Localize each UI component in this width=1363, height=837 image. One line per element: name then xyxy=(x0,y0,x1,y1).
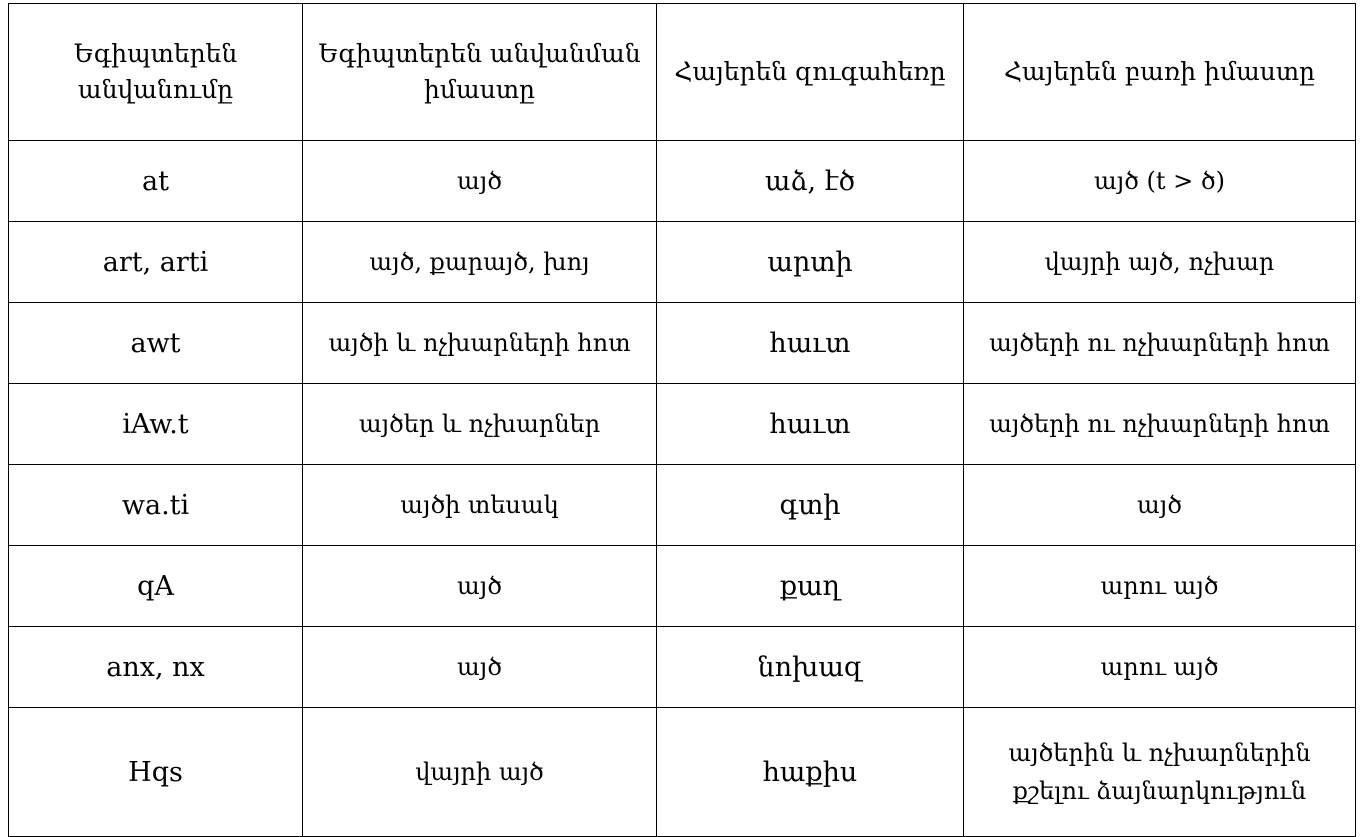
cell-armenian-meaning: վայրի այծ, ոչխար xyxy=(964,222,1356,303)
cell-egyptian-name: awt xyxy=(9,303,303,384)
cell-egyptian-name: Hqs xyxy=(9,708,303,837)
column-header-armenian-parallel: Հայերեն զուգահեռը xyxy=(657,4,964,141)
cell-armenian-parallel: հաւտ xyxy=(657,303,964,384)
cell-egyptian-name: art, arti xyxy=(9,222,303,303)
table-row xyxy=(9,465,1356,546)
cell-armenian-meaning: արու այծ xyxy=(964,627,1356,708)
header-row xyxy=(9,4,1356,141)
cell-armenian-parallel: նոխազ xyxy=(657,627,964,708)
document-page xyxy=(0,3,1363,805)
cell-egyptian-meaning: այծեր և ոչխարներ xyxy=(303,384,657,465)
table-row xyxy=(9,303,1356,384)
cell-egyptian-meaning: այծ, քարայծ, խոյ xyxy=(303,222,657,303)
table-header xyxy=(9,4,1356,141)
cell-armenian-parallel: հաքիս xyxy=(657,708,964,837)
cell-egyptian-name: iAw.t xyxy=(9,384,303,465)
column-header-egyptian-name: Եգիպտերեն անվանումը xyxy=(9,4,303,141)
table-row xyxy=(9,546,1356,627)
column-header-egyptian-meaning: Եգիպտերեն անվանման իմաստը xyxy=(303,4,657,141)
cell-egyptian-meaning: այծի և ոչխարների հոտ xyxy=(303,303,657,384)
cell-egyptian-meaning: այծ xyxy=(303,627,657,708)
cell-armenian-parallel: հաւտ xyxy=(657,384,964,465)
cell-armenian-meaning: այծ (t > ծ) xyxy=(964,141,1356,222)
cell-egyptian-meaning: այծի տեսակ xyxy=(303,465,657,546)
cell-armenian-parallel: գտի xyxy=(657,465,964,546)
cell-armenian-meaning: այծ xyxy=(964,465,1356,546)
cell-egyptian-name: qA xyxy=(9,546,303,627)
column-header-armenian-meaning: Հայերեն բառի իմաստը xyxy=(964,4,1356,141)
table-row xyxy=(9,708,1356,837)
lexical-comparison-table xyxy=(8,3,1356,837)
cell-armenian-meaning: արու այծ xyxy=(964,546,1356,627)
cell-armenian-parallel: քաղ xyxy=(657,546,964,627)
table-row xyxy=(9,384,1356,465)
cell-armenian-parallel: արտի xyxy=(657,222,964,303)
cell-egyptian-name: wa.ti xyxy=(9,465,303,546)
cell-armenian-meaning: այծերին և ոչխարներին քշելու ձայնարկություն xyxy=(964,708,1356,837)
table-row xyxy=(9,141,1356,222)
cell-armenian-parallel: աձ, էծ xyxy=(657,141,964,222)
cell-armenian-meaning: այծերի ու ոչխարների հոտ xyxy=(964,303,1356,384)
table-body xyxy=(9,141,1356,837)
cell-egyptian-name: at xyxy=(9,141,303,222)
cell-armenian-meaning: այծերի ու ոչխարների հոտ xyxy=(964,384,1356,465)
table-row xyxy=(9,627,1356,708)
cell-egyptian-meaning: այծ xyxy=(303,141,657,222)
cell-egyptian-meaning: այծ xyxy=(303,546,657,627)
cell-egyptian-meaning: վայրի այծ xyxy=(303,708,657,837)
cell-egyptian-name: anx, nx xyxy=(9,627,303,708)
table-row xyxy=(9,222,1356,303)
